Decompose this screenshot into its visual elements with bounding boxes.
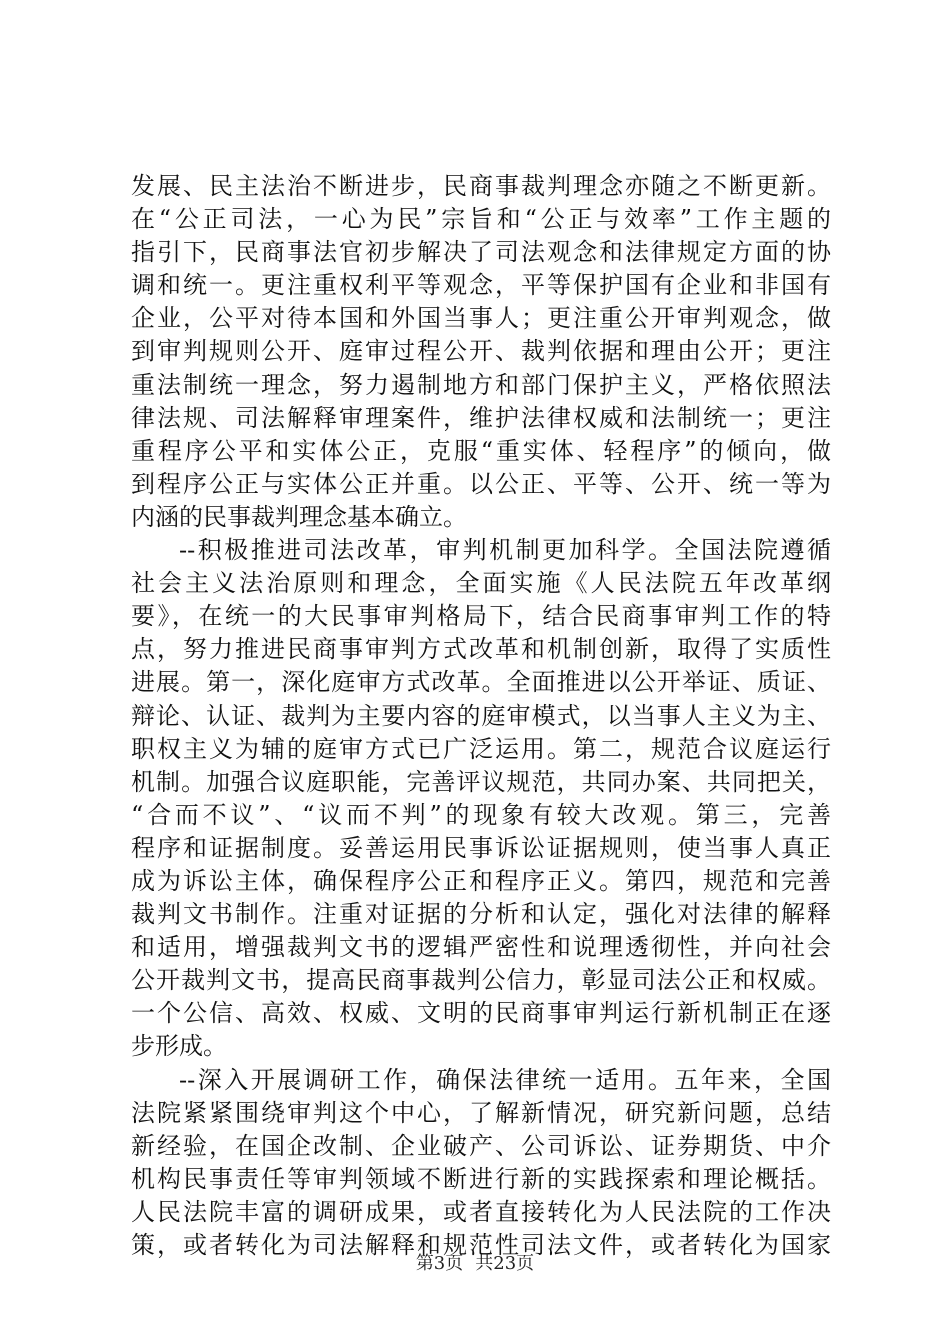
- text-line: 机构民事责任等审判领域不断进行新的实践探索和理论概括。: [131, 1164, 831, 1193]
- text-line: 律法规、司法解释审理案件，维护法律权威和法制统一；更注: [131, 403, 831, 432]
- text-line: 社会主义法治原则和理念，全面实施《人民法院五年改革纲: [131, 569, 831, 598]
- text-line: 指引下，民商事法官初步解决了司法观念和法律规定方面的协: [131, 238, 831, 267]
- text-line: 到程序公正与实体公正并重。以公正、平等、公开、统一等为: [131, 469, 831, 498]
- text-line: 人民法院丰富的调研成果，或者直接转化为人民法院的工作决: [131, 1197, 831, 1226]
- text-line: 法院紧紧围绕审判这个中心，了解新情况，研究新问题，总结: [131, 1098, 831, 1127]
- text-line: 裁判文书制作。注重对证据的分析和认定，强化对法律的解释: [131, 900, 831, 929]
- page-total: 共23页: [475, 1253, 535, 1274]
- text-line: “合而不议”、“议而不判”的现象有较大改观。第三，完善: [131, 800, 831, 829]
- document-body: [131, 170, 831, 1262]
- text-line: 调和统一。更注重权利平等观念，平等保护国有企业和非国有: [131, 271, 831, 300]
- text-line: 机制。加强合议庭职能，完善评议规范，共同办案、共同把关，: [131, 767, 831, 796]
- text-line: 公开裁判文书，提高民商事裁判公信力，彰显司法公正和权威。: [131, 966, 831, 995]
- text-line: 在“公正司法，一心为民”宗旨和“公正与效率”工作主题的: [131, 205, 831, 234]
- page-number: 第3页: [415, 1253, 464, 1274]
- text-line: 发展、民主法治不断进步，民商事裁判理念亦随之不断更新。: [131, 172, 831, 200]
- paragraph: [131, 1064, 831, 1263]
- text-line: 新经验，在国企改制、企业破产、公司诉讼、证券期货、中介: [131, 1131, 831, 1160]
- paragraph: [131, 170, 831, 534]
- text-line: --积极推进司法改革，审判机制更加科学。全国法院遵循: [179, 536, 831, 565]
- paragraph: [131, 534, 831, 1064]
- text-line: 策，或者转化为司法解释和规范性司法文件，或者转化为国家: [131, 1231, 831, 1259]
- text-line: 到审判规则公开、庭审过程公开、裁判依据和理由公开；更注: [131, 337, 831, 366]
- text-line: 点，努力推进民商事审判方式改革和机制创新，取得了实质性: [131, 635, 831, 664]
- text-line: 和适用，增强裁判文书的逻辑严密性和说理透彻性，并向社会: [131, 933, 831, 962]
- page-footer: [0, 1252, 950, 1276]
- text-line: --深入开展调研工作，确保法律统一适用。五年来，全国: [179, 1065, 831, 1094]
- text-line: 企业，公平对待本国和外国当事人；更注重公开审判观念，做: [131, 304, 831, 333]
- text-line: 内涵的民事裁判理念基本确立。: [131, 502, 467, 531]
- text-line: 要》，在统一的大民事审判格局下，结合民商事审判工作的特: [131, 602, 831, 631]
- text-line: 成为诉讼主体，确保程序公正和程序正义。第四，规范和完善: [131, 866, 831, 895]
- text-line: 辩论、认证、裁判为主要内容的庭审模式，以当事人主义为主、: [131, 701, 831, 730]
- text-line: 职权主义为辅的庭审方式已广泛运用。第二，规范合议庭运行: [131, 734, 831, 763]
- text-line: 重法制统一理念，努力遏制地方和部门保护主义，严格依照法: [131, 370, 831, 399]
- text-line: 程序和证据制度。妥善运用民事诉讼证据规则，使当事人真正: [131, 833, 831, 862]
- text-line: 进展。第一，深化庭审方式改革。全面推进以公开举证、质证、: [131, 668, 831, 697]
- text-line: 步形成。: [131, 1032, 227, 1061]
- text-line: 重程序公平和实体公正，克服“重实体、轻程序”的倾向，做: [131, 436, 831, 465]
- text-line: 一个公信、高效、权威、文明的民商事审判运行新机制正在逐: [131, 999, 831, 1028]
